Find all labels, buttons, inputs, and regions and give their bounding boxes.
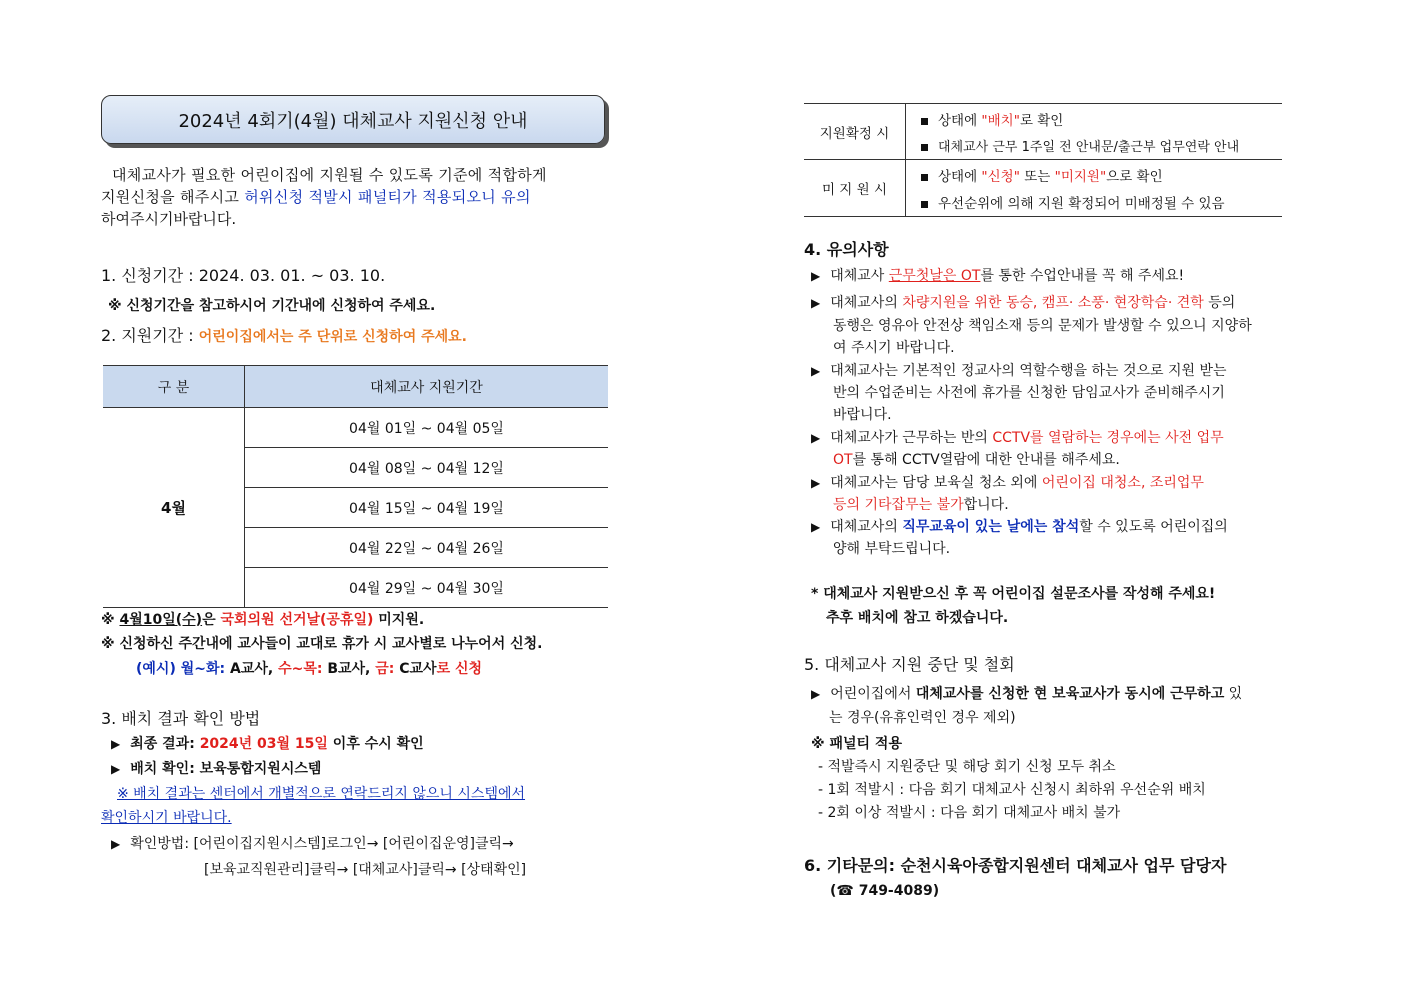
triangle-bullet-icon: ▶ bbox=[811, 296, 821, 310]
split-note: ※ 신청하신 주간내에 교사들이 교대로 휴가 시 교사별로 나누어서 신청. bbox=[101, 636, 543, 652]
holiday-note: ※ 4월10일(수)은 국회의원 선거날(공휴일) 미지원. bbox=[101, 612, 425, 628]
table-header-category: 구 분 bbox=[103, 366, 245, 408]
survey-note-1: * 대체교사 지원받으신 후 꼭 어린이집 설문조사를 작성해 주세요! bbox=[811, 586, 1216, 602]
section4-heading: 4. 유의사항 bbox=[804, 240, 889, 259]
confirmed-label: 지원확정 시 bbox=[804, 104, 906, 160]
table-row bbox=[804, 160, 1282, 217]
caution-2-line-2: 동행은 영유아 안전상 책임소재 등의 문제가 발생할 수 있으니 지양하 bbox=[833, 318, 1252, 334]
triangle-bullet-icon: ▶ bbox=[111, 762, 121, 776]
triangle-bullet-icon: ▶ bbox=[811, 476, 821, 490]
square-bullet-icon bbox=[921, 174, 928, 181]
triangle-bullet-icon: ▶ bbox=[811, 431, 821, 445]
square-bullet-icon bbox=[921, 201, 928, 208]
caution-5: ▶ 대체교사는 담당 보육실 청소 외에 어린이집 대청소, 조리업무 bbox=[811, 475, 1204, 491]
period-cell: 04월 22일 ~ 04월 26일 bbox=[245, 528, 609, 568]
withdraw-item: ▶ 어린이집에서 대체교사를 신청한 현 보육교사가 동시에 근무하고 있 bbox=[811, 686, 1243, 702]
caution-3: ▶ 대체교사는 기본적인 정교사의 역할수행을 하는 것으로 지원 받는 bbox=[811, 363, 1227, 379]
section2-heading: 2. 지원기간 : 어린이집에서는 주 단위로 신청하여 주세요. bbox=[101, 326, 467, 345]
result-item: ▶ 최종 결과: 2024년 03월 15일 이후 수시 확인 bbox=[111, 736, 424, 752]
intro-line-2: 지원신청을 해주시고 허위신청 적발시 패널티가 적용되오니 유의 bbox=[101, 188, 531, 206]
caution-6-line-2: 양해 부탁드립니다. bbox=[833, 541, 951, 557]
contact-note-2: 확인하시기 바랍니다. bbox=[101, 810, 232, 826]
caution-2: ▶ 대체교사의 차량지원을 위한 동승, 캠프· 소풍· 현장학습· 견학 등의 bbox=[811, 295, 1236, 311]
triangle-bullet-icon: ▶ bbox=[811, 269, 821, 283]
example-note: (예시) 월~화: A교사, 수~목: B교사, 금: C교사로 신청 bbox=[136, 661, 483, 677]
unsupported-line-2: 우선순위에 의해 지원 확정되어 미배정될 수 있음 bbox=[907, 188, 1281, 215]
contact-phone: (☎ 749-4089) bbox=[830, 883, 940, 899]
intro-line-3: 하여주시기바랍니다. bbox=[101, 210, 237, 228]
withdraw-item-line-2: 는 경우(유휴인력인 경우 제외) bbox=[829, 710, 1016, 726]
triangle-bullet-icon: ▶ bbox=[811, 687, 821, 701]
table-row bbox=[103, 408, 608, 448]
period-cell: 04월 08일 ~ 04월 12일 bbox=[245, 448, 609, 488]
confirmed-line-1: 상태에 "배치"로 확인 bbox=[907, 105, 1281, 132]
method-line-1: ▶ 확인방법: [어린이집지원시스템]로그인→ [어린이집운영]클릭→ bbox=[111, 836, 514, 852]
caution-1: ▶ 대체교사 근무첫날은 OT를 통한 수업안내를 꼭 해 주세요! bbox=[811, 268, 1185, 284]
placement-item: ▶ 배치 확인: 보육통합지원시스템 bbox=[111, 761, 322, 777]
triangle-bullet-icon: ▶ bbox=[111, 737, 121, 751]
table-header-period: 대체교사 지원기간 bbox=[245, 366, 609, 408]
status-table bbox=[804, 103, 1282, 217]
period-cell: 04월 29일 ~ 04월 30일 bbox=[245, 568, 609, 608]
caution-4: ▶ 대체교사가 근무하는 반의 CCTV를 열람하는 경우에는 사전 업무 bbox=[811, 430, 1224, 446]
support-period-table bbox=[103, 365, 608, 608]
table-row bbox=[804, 104, 1282, 160]
confirmed-line-2: 대체교사 근무 1주일 전 안내문/출근부 업무연락 안내 bbox=[907, 132, 1281, 158]
triangle-bullet-icon: ▶ bbox=[811, 364, 821, 378]
penalty-line-1: - 적발즉시 지원중단 및 해당 회기 신청 모두 취소 bbox=[818, 759, 1116, 775]
square-bullet-icon bbox=[921, 144, 928, 151]
penalty-line-2: - 1회 적발시 : 다음 회기 대체교사 신청시 최하위 우선순위 배치 bbox=[818, 782, 1206, 798]
triangle-bullet-icon: ▶ bbox=[811, 520, 821, 534]
caution-3-line-2: 반의 수업준비는 사전에 휴가를 신청한 담임교사가 준비해주시기 bbox=[833, 385, 1225, 401]
caution-6: ▶ 대체교사의 직무교육이 있는 날에는 참석할 수 있도록 어린이집의 bbox=[811, 519, 1228, 535]
contact-note-1: ※ 배치 결과는 센터에서 개별적으로 연락드리지 않으니 시스템에서 bbox=[117, 786, 526, 802]
square-bullet-icon bbox=[921, 118, 928, 125]
triangle-bullet-icon: ▶ bbox=[111, 837, 121, 851]
period-cell: 04월 01일 ~ 04월 05일 bbox=[245, 408, 609, 448]
caution-2-line-3: 여 주시기 바랍니다. bbox=[833, 340, 955, 356]
penalty-line-3: - 2회 이상 적발시 : 다음 회기 대체교사 배치 불가 bbox=[818, 805, 1121, 821]
caution-3-line-3: 바랍니다. bbox=[833, 407, 892, 423]
section6-heading: 6. 기타문의: 순천시육아종합지원센터 대체교사 업무 담당자 bbox=[804, 856, 1227, 875]
unsupported-line-1: 상태에 "신청" 또는 "미지원"으로 확인 bbox=[907, 161, 1281, 188]
period-cell: 04월 15일 ~ 04월 19일 bbox=[245, 488, 609, 528]
section1-note: ※ 신청기간을 참고하시어 기간내에 신청하여 주세요. bbox=[108, 298, 436, 314]
section3-heading: 3. 배치 결과 확인 방법 bbox=[101, 709, 261, 728]
month-cell: 4월 bbox=[103, 408, 245, 608]
section5-heading: 5. 대체교사 지원 중단 및 철회 bbox=[804, 655, 1015, 674]
method-line-2: [보육교직원관리]클릭→ [대체교사]클릭→ [상태확인] bbox=[204, 862, 527, 878]
caution-4-line-2: OT를 통해 CCTV열람에 대한 안내를 해주세요. bbox=[833, 452, 1120, 468]
caution-5-line-2: 등의 기타잡무는 불가합니다. bbox=[833, 497, 1009, 513]
unsupported-label: 미 지 원 시 bbox=[804, 160, 906, 217]
penalty-heading: ※ 패널티 적용 bbox=[811, 736, 902, 752]
section1-heading: 1. 신청기간 : 2024. 03. 01. ~ 03. 10. bbox=[101, 266, 386, 285]
page-title: 2024년 4회기(4월) 대체교사 지원신청 안내 bbox=[101, 95, 605, 144]
survey-note-2: 추후 배치에 참고 하겠습니다. bbox=[826, 610, 1009, 626]
intro-line-1: 대체교사가 필요한 어린이집에 지원될 수 있도록 기준에 적합하게 bbox=[112, 166, 547, 184]
